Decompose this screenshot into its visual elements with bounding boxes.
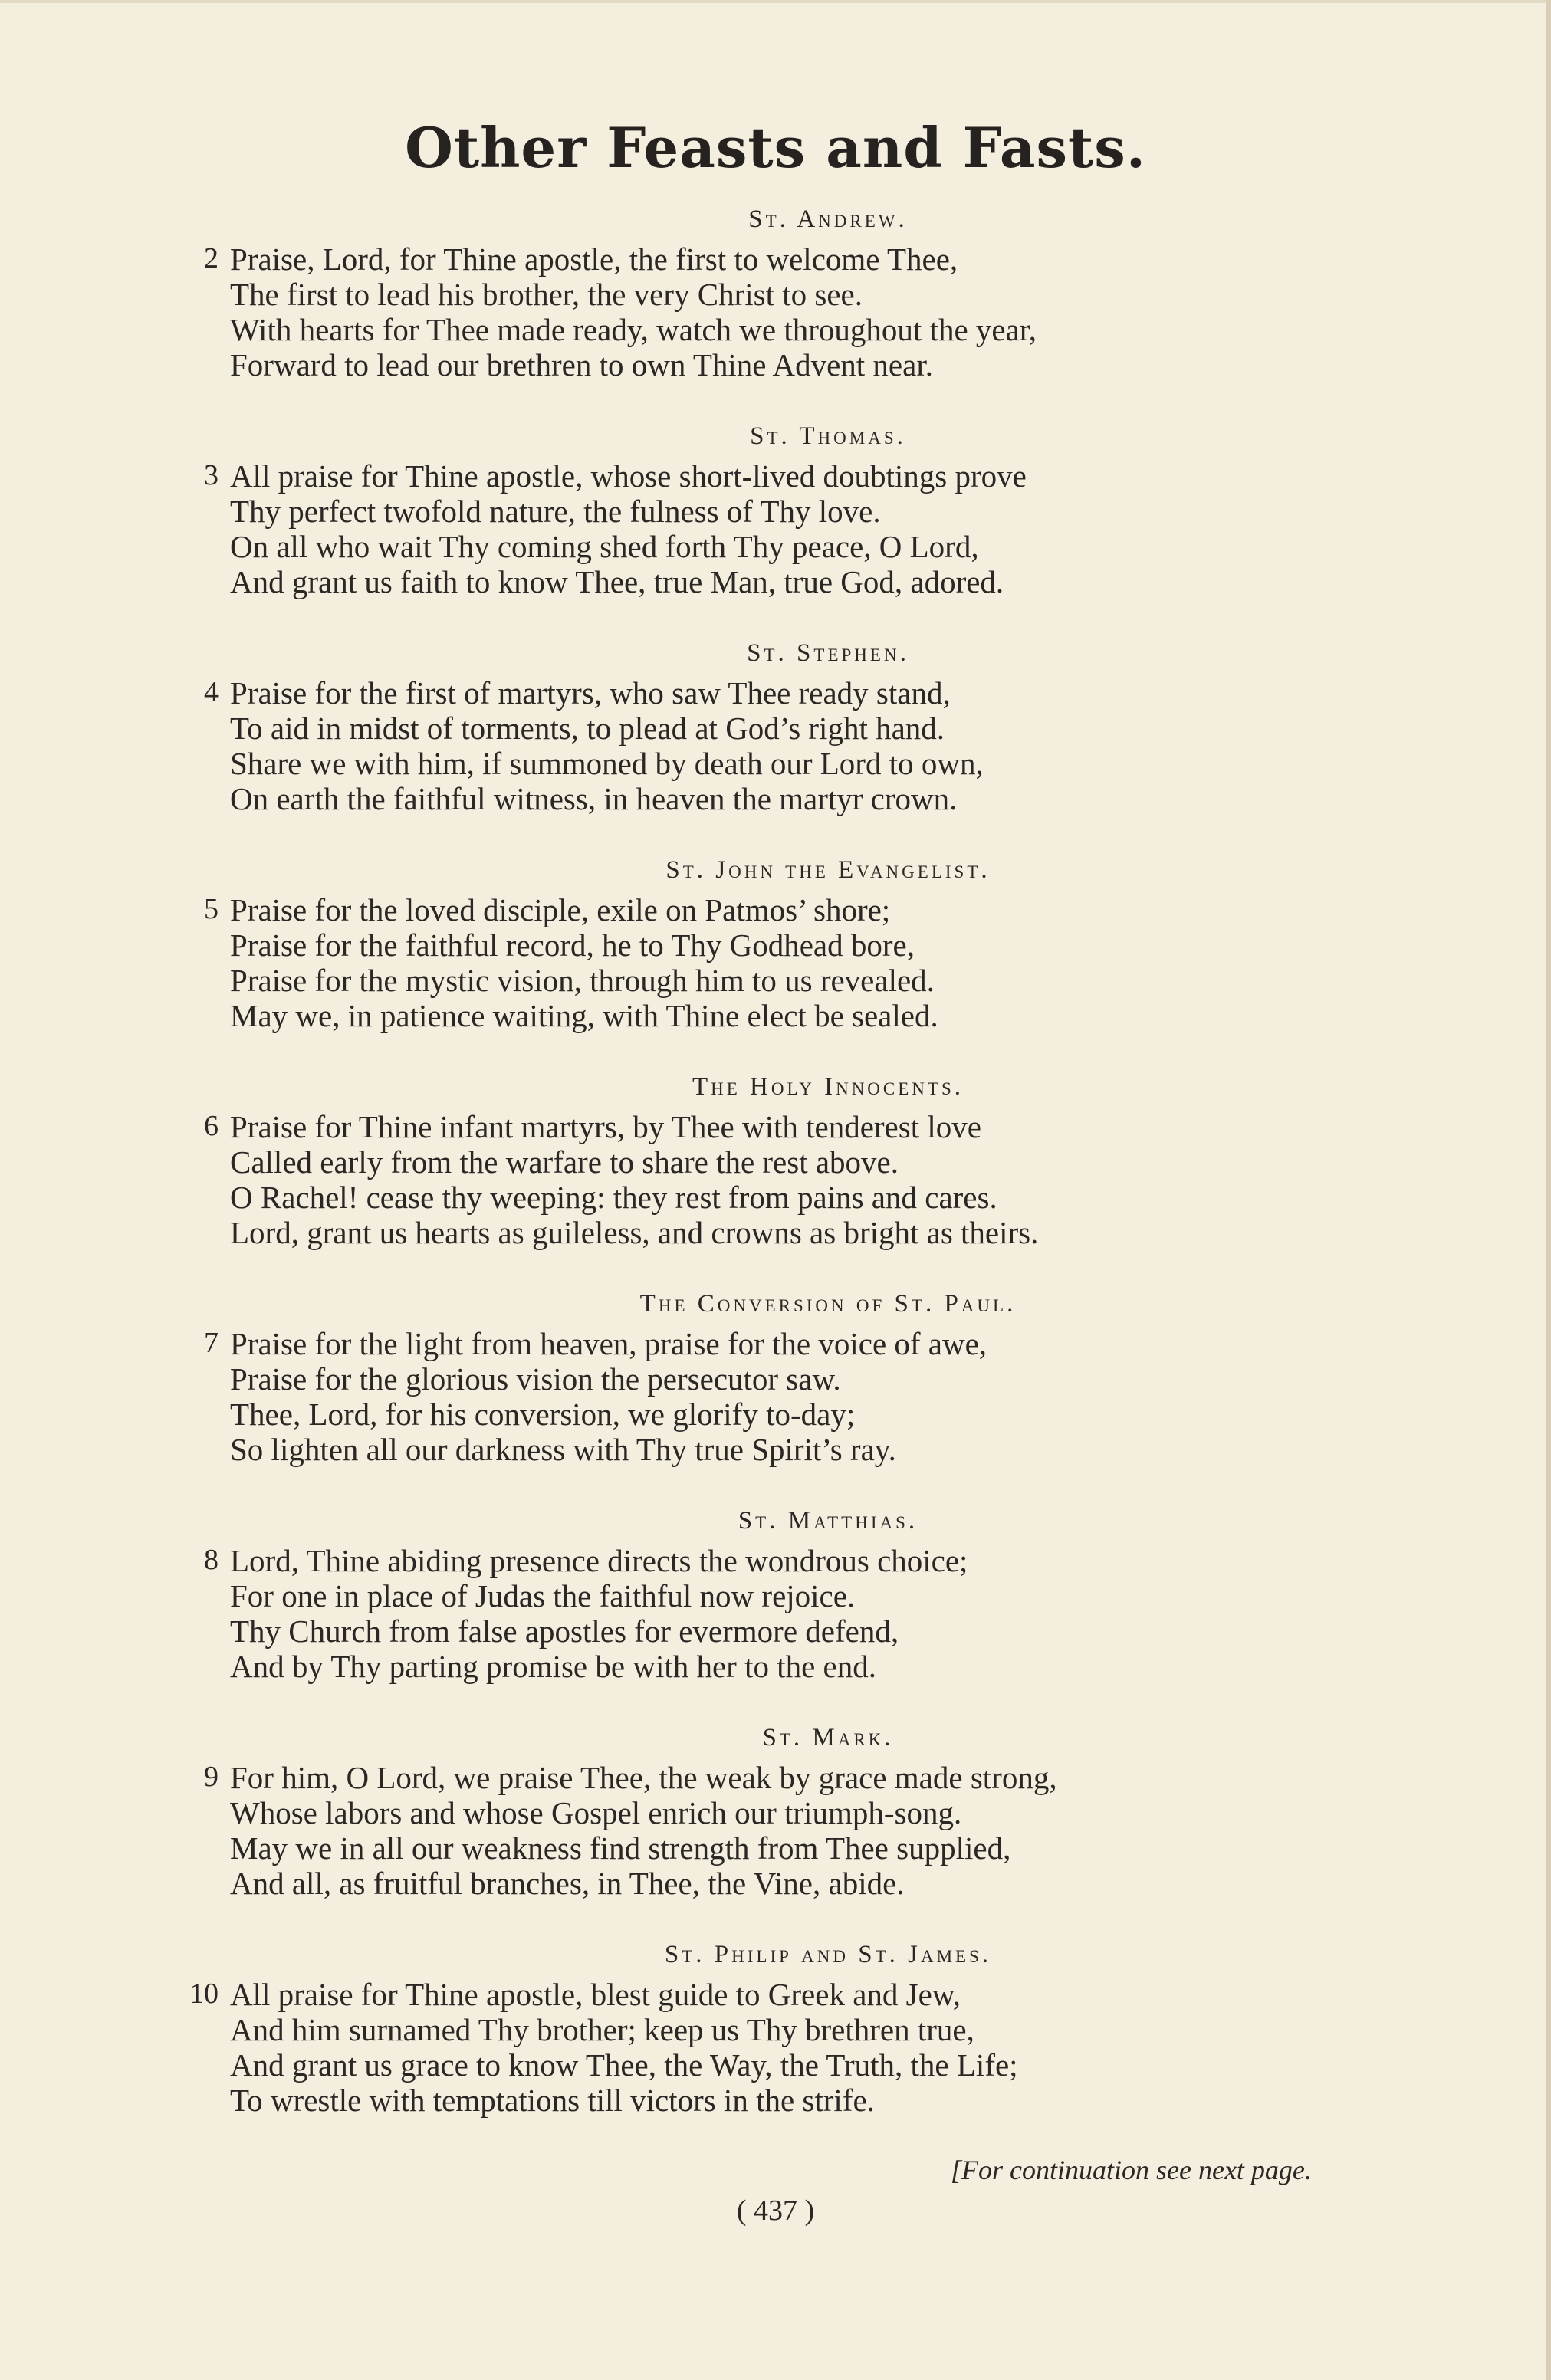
verse: [204, 458, 1380, 599]
verse-number: 4: [204, 676, 219, 708]
verse-section: [204, 639, 1380, 816]
verse-line: On all who wait Thy coming shed forth Thy peace, O Lord,: [230, 529, 979, 564]
verse-line: The first to lead his brother, the very Christ to see.: [230, 277, 863, 312]
verse-number: 10: [189, 1978, 219, 2010]
hymn-verses: [189, 205, 1380, 2158]
verse-line: To aid in midst of torments, to plead at God’s right hand.: [230, 711, 945, 746]
continuation-note: [For continuation see next page.: [951, 2155, 1312, 2185]
verse-number: 5: [204, 893, 219, 925]
verse-section: [204, 856, 1380, 1033]
verse: [204, 1326, 1380, 1467]
verse-section: [189, 1941, 1380, 2118]
verse: [204, 241, 1380, 382]
verse-line: And grant us grace to know Thee, the Way, the Truth, the Life;: [230, 2047, 1018, 2083]
section-heading: St. John the Evangelist.: [665, 856, 991, 884]
verse-line: Praise for the mystic vision, through him to us revealed.: [230, 963, 935, 998]
section-heading: The Conversion of St. Paul.: [639, 1290, 1017, 1318]
section-heading: St. Thomas.: [750, 422, 906, 450]
verse-number: 3: [204, 459, 219, 491]
verse-line: Praise, Lord, for Thine apostle, the first to welcome Thee,: [230, 241, 958, 277]
verse: [204, 675, 1380, 816]
verse-line: May we in all our weakness find strength from Thee supplied,: [230, 1830, 1011, 1866]
section-heading: St. Philip and St. James.: [664, 1941, 992, 1968]
verse: [204, 892, 1380, 1033]
section-heading: St. Stephen.: [747, 639, 909, 667]
verse-line: May we, in patience waiting, with Thine elect be sealed.: [230, 998, 938, 1033]
verse-line: All praise for Thine apostle, blest guide to Greek and Jew,: [230, 1977, 961, 2012]
verse-line: Whose labors and whose Gospel enrich our triumph-song.: [230, 1795, 962, 1830]
verse-section: [204, 1073, 1380, 1250]
verse-line: Praise for the faithful record, he to Thy Godhead bore,: [230, 927, 915, 963]
verse-line: Forward to lead our brethren to own Thine Advent near.: [230, 347, 933, 382]
verse-number: 9: [204, 1761, 219, 1793]
page-edge: [0, 0, 1551, 3]
verse-line: Thee, Lord, for his conversion, we glorify to-day;: [230, 1397, 856, 1432]
page-edge: [1546, 0, 1551, 2380]
verse-line: Thy Church from false apostles for evermore defend,: [230, 1613, 899, 1649]
verse-line: All praise for Thine apostle, whose short-lived doubtings prove: [230, 458, 1027, 494]
verse-number: 6: [204, 1110, 219, 1142]
verse-line: And by Thy parting promise be with her to the end.: [230, 1649, 877, 1684]
verse-line: Praise for the first of martyrs, who saw Thee ready stand,: [230, 675, 951, 711]
verse-line: On earth the faithful witness, in heaven the martyr crown.: [230, 781, 958, 816]
verse-number: 2: [204, 242, 219, 274]
verse-line: Thy perfect twofold nature, the fulness of Thy love.: [230, 494, 881, 529]
verse-line: Share we with him, if summoned by death our Lord to own,: [230, 746, 984, 781]
verse: [204, 1760, 1380, 1901]
verse-line: With hearts for Thee made ready, watch we throughout the year,: [230, 312, 1037, 347]
verse-section: [204, 1290, 1380, 1467]
verse: [204, 1543, 1380, 1684]
verse-line: And him surnamed Thy brother; keep us Thy brethren true,: [230, 2012, 974, 2047]
verse-line: And all, as fruitful branches, in Thee, the Vine, abide.: [230, 1866, 905, 1901]
verse-number: 7: [204, 1327, 219, 1359]
section-heading: St. Mark.: [762, 1724, 894, 1751]
section-heading: St. Matthias.: [738, 1507, 918, 1535]
verse-line: For him, O Lord, we praise Thee, the weak by grace made strong,: [230, 1760, 1057, 1795]
verse-line: And grant us faith to know Thee, true Man, true God, adored.: [230, 564, 1004, 599]
verse-number: 8: [204, 1544, 219, 1576]
verse-line: For one in place of Judas the faithful now rejoice.: [230, 1578, 856, 1613]
verse-section: [204, 1507, 1380, 1684]
verse-line: Lord, Thine abiding presence directs the wondrous choice;: [230, 1543, 968, 1578]
verse-section: [204, 422, 1380, 599]
section-heading: St. Andrew.: [748, 205, 908, 233]
verse-line: Lord, grant us hearts as guileless, and crowns as bright as theirs.: [230, 1215, 1039, 1250]
verse-line: So lighten all our darkness with Thy true Spirit’s ray.: [230, 1432, 896, 1467]
page-title: Other Feasts and Fasts.: [405, 115, 1146, 180]
verse-line: To wrestle with temptations till victors in the strife.: [230, 2083, 875, 2118]
section-heading: The Holy Innocents.: [692, 1073, 964, 1101]
verse-line: Praise for the light from heaven, praise for the voice of awe,: [230, 1326, 987, 1361]
verse-line: Praise for the glorious vision the persecutor saw.: [230, 1361, 841, 1397]
verse: [204, 1109, 1380, 1250]
page-number: ( 437 ): [736, 2195, 815, 2227]
verse-section: [204, 1724, 1380, 1901]
verse-section: [204, 205, 1380, 382]
verse-line: Praise for Thine infant martyrs, by Thee with tenderest love: [230, 1109, 981, 1144]
verse-line: Praise for the loved disciple, exile on Patmos’ shore;: [230, 892, 891, 927]
verse-line: Called early from the warfare to share the rest above.: [230, 1144, 899, 1180]
verse: [189, 1977, 1380, 2118]
verse-line: O Rachel! cease thy weeping: they rest from pains and cares.: [230, 1180, 997, 1215]
